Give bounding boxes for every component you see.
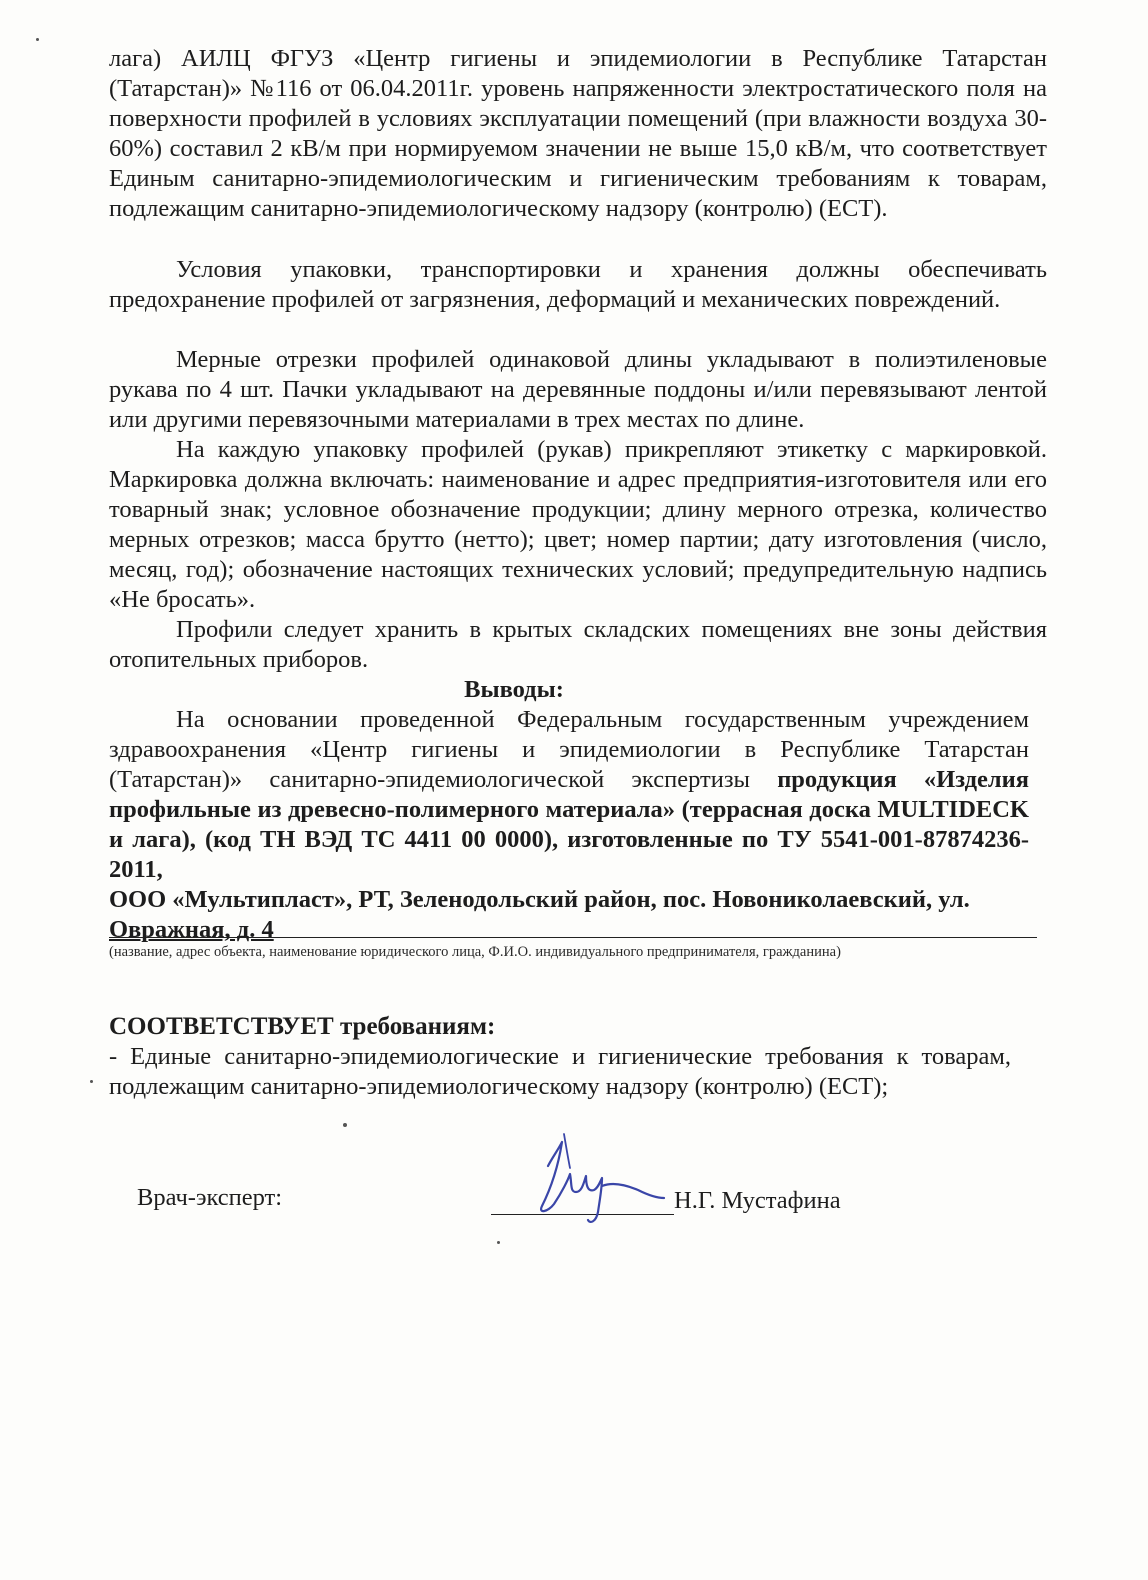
paragraph-electrostatic: лага) АИЛЦ ФГУЗ «Центр гигиены и эпидемиологии в Республике Татарстан (Татарстан)» №116 от 06.04.2011г. уровень напряженности электростатического поля на поверхности профилей в условиях эксплуатации помещений (при влажности воздуха 30-60%) составил 2 кВ/м при нормируемом значении не выше 15,0 кВ/м, что соответствует Единым санитарно-эпидемиологическим и гигиеническим требованиям к товарам, подлежащим санитарно-эпидемиологическому надзору (контролю) (ЕСТ). bbox=[109, 45, 1047, 222]
scan-speck bbox=[497, 1241, 500, 1244]
object-underline bbox=[109, 937, 1037, 938]
object-caption: (название, адрес объекта, наименование юридического лица, Ф.И.О. индивидуального предпринимателя, гражданина) bbox=[109, 944, 841, 960]
conformity-title: СООТВЕТСТВУЕТ требованиям: bbox=[109, 1013, 496, 1040]
expert-role-label: Врач-эксперт: bbox=[137, 1184, 283, 1211]
conclusion-address-end: Овражная, д. 4 bbox=[109, 916, 274, 943]
expert-name: Н.Г. Мустафина bbox=[674, 1187, 841, 1214]
conclusion-product: продукция «Изделия профильные из древесно-полимерного материала» (террасная доска MULTIDECK и лага), (код ТН ВЭД ТС 4411 00 0000), изготовленные по ТУ 5541-001-87874236-2011, bbox=[109, 766, 1030, 883]
conclusion-block bbox=[109, 705, 1029, 945]
paragraph-marking: На каждую упаковку профилей (рукав) прикрепляют этикетку с маркировкой. Маркировка должна включать: наименование и адрес предприятия-изготовителя или его товарный знак; условное обозначение продукции; длину мерного отрезка, количество мерных отрезков; масса брутто (нетто); цвет; номер партии; дату изготовления (число, месяц, год); обозначение настоящих технических условий; предупредительную надпись «Не бросать». bbox=[109, 436, 1047, 613]
paragraph-packaging-conditions: Условия упаковки, транспортировки и хранения должны обеспечивать предохранение профилей от загрязнения, деформаций и механических повреждений. bbox=[109, 256, 1047, 313]
conclusions-heading: Выводы: bbox=[464, 676, 564, 703]
scan-speck bbox=[343, 1123, 347, 1127]
conformity-item: - Единые санитарно-эпидемиологические и гигиенические требования к товарам, подлежащим санитарно-эпидемиологическому надзору (контролю) (ЕСТ); bbox=[109, 1043, 1011, 1100]
conclusion-text bbox=[109, 705, 1029, 885]
conclusion-intro: На основании проведенной Федеральным государственным учреждением здравоохранения «Центр гигиены и эпидемиологии в Республике Татарстан (Татарстан)» санитарно-эпидемиологической экспертизы bbox=[109, 706, 1029, 793]
scan-speck bbox=[90, 1080, 93, 1083]
scan-speck bbox=[36, 38, 39, 41]
paragraph-measured-lengths: Мерные отрезки профилей одинаковой длины укладывают в полиэтиленовые рукава по 4 шт. Пачки укладывают на деревянные поддоны и/или перевязывают лентой или другими перевязочными материалами в трех местах по длине. bbox=[109, 346, 1047, 433]
handwritten-signature bbox=[528, 1128, 668, 1236]
paragraph-storage: Профили следует хранить в крытых складских помещениях вне зоны действия отопительных приборов. bbox=[109, 616, 1047, 673]
conclusion-company: ООО «Мультипласт», РТ, Зеленодольский район, пос. Новониколаевский, ул. bbox=[109, 886, 970, 913]
